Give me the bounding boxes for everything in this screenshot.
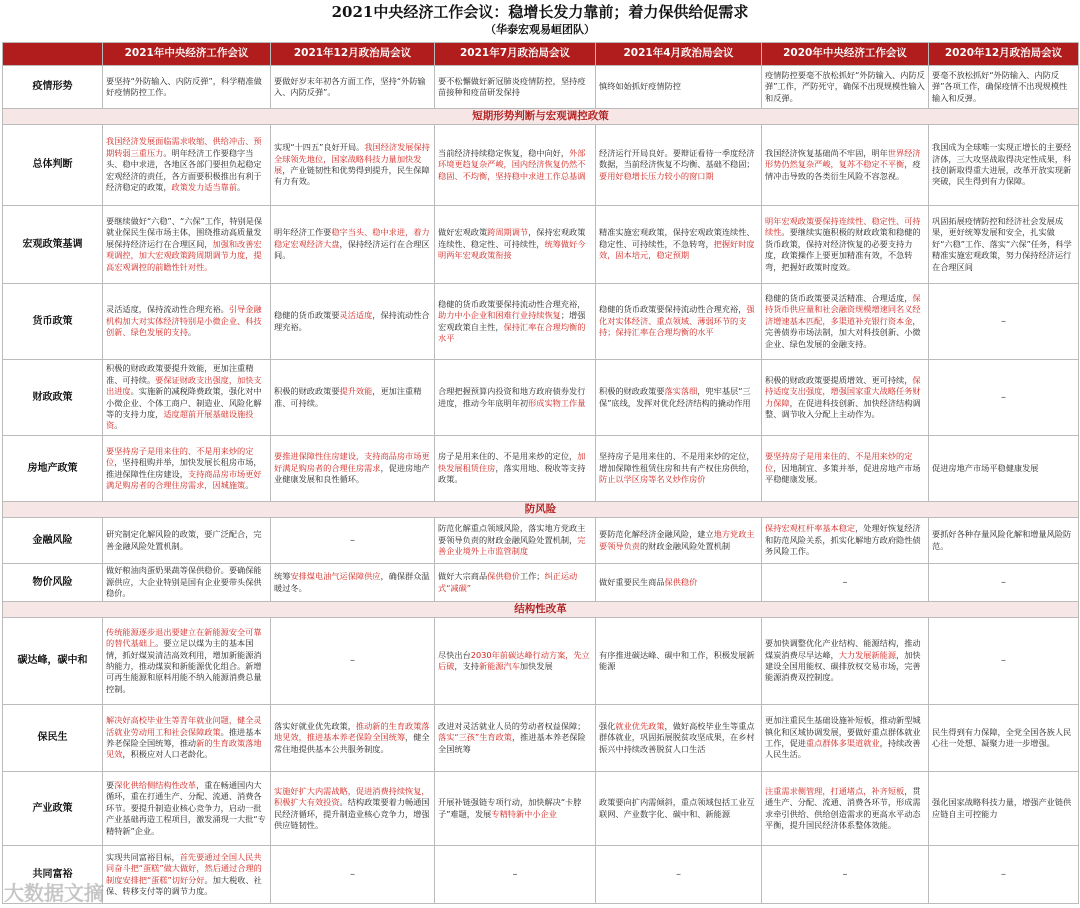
highlight-text: 形成实物工作量 [528, 397, 586, 408]
table-cell [103, 436, 271, 502]
highlight-text: 首先要通过全国人民共同奋斗把“蛋糕”做大做好，然后通过合理的制度安排把“蛋糕”切好分好 [106, 851, 262, 885]
table-cell [929, 125, 1079, 206]
cell-text: 。推进基本养老保险全国统筹，推动 [106, 726, 262, 748]
highlight-text: 适度超前开展基础设施投资 [106, 408, 254, 431]
cell-text: ，兜牢基层“三保”底线，发挥对优化经济结构的撬动作用 [599, 386, 751, 408]
table-cell: – [762, 564, 929, 602]
highlight-text: 跨周期调节 [487, 227, 529, 238]
highlight-text: 保持货币供应量和社会融资规模增速同名义经济增速基本匹配，多渠道补充银行资本金 [765, 292, 921, 326]
table-cell [435, 618, 596, 705]
highlight-text: 把握好时度效，固本培元，稳定预期 [599, 238, 755, 261]
cell-text: 积极的财政政策要 [274, 386, 340, 397]
highlight-text: 加快发展租赁住房 [438, 451, 586, 473]
row-label: 金融风险 [3, 518, 103, 564]
table-cell [762, 284, 929, 360]
cell-text: 要加快调整优化产业结构、能源结构，推动煤炭消费尽早达峰， [765, 638, 921, 660]
cell-text: 灵活适度，保持流动性合理充裕。 [106, 304, 229, 315]
table-cell [596, 284, 762, 360]
cell-text: 坚持房子是用来住的、不是用来炒的定位，增加保障性租赁住房和共有产权住房供给， [599, 451, 755, 473]
cell-text: 强化 [599, 720, 616, 731]
highlight-text: 灵活适度 [339, 310, 373, 321]
table-cell [762, 360, 929, 436]
table-row [3, 436, 1079, 502]
table-cell [103, 846, 271, 904]
table-cell [596, 705, 762, 772]
cell-text: 要坚持“外防输入、内防反弹”，科学精准做好疫情防控工作。 [106, 75, 262, 97]
header-row [3, 43, 1079, 66]
highlight-text: 要坚持房子是用来住的、不是用来炒的定位 [106, 445, 254, 468]
highlight-text: 支持商品房市场更好满足购房者的合理住房需求，因城施策 [106, 468, 262, 490]
cell-text: 防范化解重点领域风险，落实地方党政主要领导负责的财政金融风险处置机制， [438, 523, 586, 545]
table-cell [435, 436, 596, 502]
cell-text: 加快发展 [519, 661, 553, 671]
section-title: 短期形势判断与宏观调控政策 [3, 109, 1079, 125]
row-label: 财政政策 [3, 360, 103, 436]
cell-text: 我国成为全球唯一实现正增长的主要经济体，三大攻坚战取得决定性成果，科技创新取得重大进展，改革开放实现新突破，民生得到有力保障。 [932, 142, 1072, 187]
table-cell [929, 705, 1079, 772]
table-row [3, 618, 1079, 705]
table-cell: – [929, 284, 1079, 360]
table-cell [929, 772, 1079, 846]
cell-text: 精准实施宏观政策，保持宏观政策连续性、稳定性、可持续性，不急转弯， [599, 227, 755, 249]
table-cell [596, 125, 762, 206]
row-label: 共同富裕 [3, 846, 103, 904]
table-cell [435, 125, 596, 206]
cell-text: 更加注重民生基础设施补短板，推动新型城镇化和区域协调发展，要做好重点群体就业工作，促进 [765, 715, 921, 748]
header-2021-dec-politburo: 2021年12月政治局会议 [271, 43, 435, 66]
highlight-text: 深化供给侧结构性改革 [114, 779, 197, 790]
table-cell [762, 618, 929, 705]
table-cell [762, 518, 929, 564]
cell-text: 民生得到有力保障，全党全国各族人民心往一处想、凝聚力进一步增强。 [932, 726, 1072, 748]
cell-text: 经济运行开局良好。要辩证看待一季度经济数据，当前经济恢复不均衡、基础不稳固； [599, 147, 755, 170]
cell-text: ，保持流动性合理充裕。 [274, 310, 430, 332]
highlight-text: 稳字当头、稳中求进，着力稳定宏观经济大盘 [274, 227, 430, 249]
header-2021-jul-politburo: 2021年7月政治局会议 [435, 43, 596, 66]
cell-text: 统筹 [274, 571, 291, 582]
cell-text: 房子是用来住的、不是用来炒的定位， [438, 451, 578, 462]
cell-text: 。 [187, 327, 197, 338]
highlight-text: 强化对实体经济、重点领域、薄弱环节的支持；保持汇率在合理均衡的水平 [599, 304, 755, 338]
highlight-text: 落实“三孩”生育政策 [438, 732, 512, 743]
table-cell: – [929, 846, 1079, 904]
table-cell [435, 206, 596, 284]
table-row [3, 564, 1079, 602]
table-cell [271, 705, 435, 772]
cell-text: ；增强宏观政策自主性， [438, 310, 586, 332]
cell-text: 实现共同富裕目标， [106, 851, 180, 862]
table-cell [929, 66, 1079, 109]
row-label: 货币政策 [3, 284, 103, 360]
section-header-row [3, 109, 1079, 125]
cell-text: 当前经济持续稳定恢复，稳中向好， [438, 147, 570, 158]
highlight-text: 要保证财政支出强度，加快支出进度 [106, 374, 262, 397]
highlight-text: 2030年前碳达峰行动方案，先立后破 [438, 649, 590, 671]
cell-text: 改进对灵活就业人员的劳动者权益保障； [438, 720, 586, 731]
cell-text: 。 [114, 420, 123, 431]
cell-text: 做好宏观政策 [438, 227, 488, 238]
table-row [3, 518, 1079, 564]
cell-text: 慎终如始抓好疫情防控 [599, 81, 681, 92]
table-cell [271, 564, 435, 602]
table-cell [103, 772, 271, 846]
cell-text: 要毫不放松抓好“外防输入、内防反弹”各项工作，确保疫情不出现规模性输入和反弹。 [932, 69, 1068, 103]
cell-text: ，加快建设全国用能权、碳排放权交易市场，完善能源消费双控制度。 [765, 649, 921, 683]
row-label: 物价风险 [3, 564, 103, 602]
table-row [3, 66, 1079, 109]
cell-text: 开展补链强链专项行动，加快解决“卡脖子”难题，发展 [438, 797, 582, 819]
highlight-text: 我国经济发展面临需求收缩、供给冲击、预期转弱三重压力 [106, 136, 262, 158]
table-cell [271, 125, 435, 206]
highlight-text: 要用好稳增长压力较小的窗口期 [599, 170, 714, 181]
cell-text: ，确保群众温暖过冬。 [274, 571, 430, 593]
cell-text: ，积极应对人口老龄化。 [122, 749, 213, 760]
cell-text: 稳健的货币政策要保持流动性合理充裕， [599, 304, 747, 315]
cell-text: ，坚持租购并举，加快发展长租房市场，推进保障性住房建设， [106, 457, 262, 479]
table-cell [596, 772, 762, 846]
highlight-text: 明年宏观政策要保持连续性、稳定性、可持续性 [765, 215, 921, 238]
highlight-text: 地方党政主要领导负责 [599, 529, 755, 551]
cell-text: 。加大税收、社保、转移支付等的调节力度。 [106, 874, 262, 896]
cell-text: 积极的财政政策要 [599, 386, 665, 397]
cell-text: 要继续做好“六稳”、“六保”工作，特别是保就业保民生保市场主体，围绕推动高质量发展保持经济运行在合理区间， [106, 215, 263, 249]
table-cell [103, 564, 271, 602]
table-row [3, 206, 1079, 284]
table-cell [435, 360, 596, 436]
header-2021-cewc: 2021年中央经济工作会议 [103, 43, 271, 66]
table-cell [762, 125, 929, 206]
table-cell [435, 284, 596, 360]
highlight-text: 落实落细 [664, 386, 698, 397]
cell-text: 做好重要民生商品 [599, 576, 665, 587]
table-cell [271, 360, 435, 436]
header-2020-cewc: 2020年中央经济工作会议 [762, 43, 929, 66]
cell-text: 稳健的货币政策要灵活精准、合理适度， [765, 292, 913, 303]
highlight-text: 新能源汽车 [478, 661, 520, 671]
cell-text: 我国经济恢复基础尚不牢固，明年 [765, 147, 888, 158]
table-cell: – [762, 846, 929, 904]
table-cell [103, 618, 271, 705]
highlight-text: 就业优先政策 [615, 720, 665, 731]
table-cell: – [596, 846, 762, 904]
cell-text: 促进房地产市场平稳健康发展 [932, 462, 1039, 473]
table-cell [103, 284, 271, 360]
highlight-text: 注重需求侧管理，打通堵点，补齐短板 [765, 785, 905, 796]
table-row [3, 360, 1079, 436]
highlight-text: 统筹做好今明两年宏观政策衔接 [438, 238, 586, 261]
row-label: 保民生 [3, 705, 103, 772]
page-title: 2021中央经济工作会议：稳增长发力靠前；着力保供给促需求 [331, 3, 749, 21]
cell-text: ，更加注重精准、可持续。 [274, 386, 422, 408]
highlight-text: 安排煤电油气运保障供应 [290, 571, 381, 582]
row-label: 总体判断 [3, 125, 103, 206]
highlight-text: 要推进保障性住房建设，支持商品房市场更好满足购房者的合理住房需求 [274, 451, 430, 473]
cell-text: 。 [237, 182, 246, 193]
highlight-text: 提升效能 [339, 386, 373, 397]
table-cell [596, 360, 762, 436]
table-cell [762, 436, 929, 502]
highlight-text: 大力发展新能源 [838, 649, 897, 660]
cell-text: ，处理好恢复经济和防范风险关系，抓实化解地方政府隐性债务风险工作。 [765, 523, 921, 557]
cell-text: 稳健的货币政策要 [274, 310, 340, 321]
cell-text: 稳健的货币政策要保持流动性合理充裕， [438, 298, 586, 309]
cell-text: 要防范化解经济金融风险，建立 [599, 529, 714, 540]
section-header-row [3, 502, 1079, 518]
highlight-text: 世界经济形势仍然复杂严峻，复苏不稳定不平衡 [765, 147, 921, 170]
table-row [3, 284, 1079, 360]
cell-text: 做好粮油肉蛋奶果蔬等保供稳价。要确保能源供应，大企业特别是国有企业要带头保供稳价。 [106, 565, 262, 599]
cell-text: 。要立足以煤为主的基本国情，抓好煤炭清洁高效利用，增加新能源消纳能力，推动煤炭和新能源优化组合。新增可再生能源和原料用能不纳入能源消费总量控制。 [106, 638, 262, 694]
table-cell [271, 284, 435, 360]
cell-text: 。结构政策要着力畅通国民经济循环，提升制造业核心竞争力，增强供应链韧性。 [274, 797, 430, 830]
cell-text: 尽快出台 [438, 649, 471, 660]
cell-text: 落实好就业优先政策， [274, 720, 356, 731]
cell-text: 疫情防控要毫不放松抓好“外防输入、内防反弹”工作，严防死守，确保不出现规模性输入和反弹。 [765, 69, 925, 103]
header-corner [3, 43, 103, 66]
section-title: 防风险 [3, 502, 1079, 518]
highlight-text: 解决好高校毕业生等青年就业问题，健全灵活就业劳动用工和社会保障政策 [106, 715, 262, 737]
table-cell [762, 705, 929, 772]
highlight-text: 保供稳价 [487, 571, 520, 582]
table-cell [435, 518, 596, 564]
table-cell [762, 772, 929, 846]
cell-text: 。 [245, 479, 254, 490]
cell-text: ，重在畅通国内大循环，重在打通生产、分配、流通、消费各环节。要提升制造业核心竞争力，启动一批产业基础再造工程项目，激发涌现一大批“专精特新”企业。 [106, 779, 266, 836]
highlight-text: 完善企业境外上市监管制度 [438, 534, 586, 557]
cell-text: 做好大宗商品 [438, 571, 488, 582]
cell-text: ，持续改善人民生活。 [765, 738, 921, 760]
highlight-text: 传统能源逐步退出要建立在新能源安全可靠的替代基础上 [106, 626, 262, 649]
cell-text: ，疫情冲击导致的各类衍生风险不容忽视。 [765, 159, 921, 181]
highlight-text: 外部环境更趋复杂严峻，国内经济恢复仍然不稳固、不均衡，坚持稳中求进工作总基调 [438, 147, 586, 181]
cell-text: ，完善债券市场法制，加大对科技创新、小微企业、绿色发展的金融支持。 [765, 315, 921, 349]
table-cell [596, 618, 762, 705]
highlight-text: 要坚持房子是用来住的、不是用来炒的定位 [765, 451, 913, 473]
cell-text: 工作； [519, 571, 545, 582]
row-label: 碳达峰，碳中和 [3, 618, 103, 705]
page-subtitle: （华泰宏观易峘团队） [485, 23, 595, 36]
table-cell: – [271, 518, 435, 564]
cell-text: ，健全常住地提供基本公共服务制度。 [274, 732, 430, 754]
cell-text: ，产业链韧性和优势得到提升，民生保障有力有效。 [274, 165, 430, 187]
table-cell: – [271, 846, 435, 904]
cell-text: 实现“十四五”良好开局。 [274, 142, 365, 153]
cell-text: ，落实用地、税收等支持政策。 [438, 462, 586, 485]
highlight-text: 助力中小企业和困难行业持续恢复 [438, 310, 561, 321]
cell-text: 强化国家战略科技力量，增强产业链供应链自主可控能力 [932, 797, 1072, 819]
table-cell [596, 436, 762, 502]
table-cell [271, 206, 435, 284]
header-2020-dec-politburo: 2020年12月政治局会议 [929, 43, 1079, 66]
section-title: 结构性改革 [3, 602, 1079, 618]
table-cell [271, 66, 435, 109]
highlight-text: 保供稳价 [664, 576, 698, 587]
cell-text: 的财政金融风险处置机制 [639, 540, 731, 551]
header-2021-apr-politburo: 2021年4月政治局会议 [596, 43, 762, 66]
cell-text: ，支持 [454, 661, 479, 671]
table-cell [762, 66, 929, 109]
highlight-text: 推动新的生育政策落地见效，推进基本养老保险全国统筹 [274, 720, 430, 743]
cell-text: ，贯通生产、分配、流通、消费各环节，形成需求牵引供给、供给创造需求的更高水平动态平衡，提升国民经济体系整体效能。 [765, 785, 921, 830]
highlight-text: 实施好扩大内需战略，促进消费持续恢复，积极扩大有效投资 [274, 785, 430, 808]
cell-text: 合理把握预算内投资和地方政府债券发行进度，推动今年底明年初 [438, 386, 586, 408]
table-cell [435, 705, 596, 772]
cell-text: ，在促进科技创新、加快经济结构调整、调节收入分配上主动作为。 [765, 397, 921, 419]
cell-text: 。要继续实施积极的财政政策和稳健的货币政策，保持对经济恢复的必要支持力度，政策操作上要更加精准有效，不急转弯，把握好政策时度效。 [765, 227, 921, 272]
cell-text: 巩固拓展疫情防控和经济社会发展成果，更好统筹发展和安全，扎实做好“六稳”工作、落实“六保”任务，科学精准实施宏观政策，努力保持经济运行在合理区间 [932, 215, 1072, 272]
row-label: 产业政策 [3, 772, 103, 846]
cell-text: 研究制定化解风险的政策，要广泛配合，完善金融风险处置机制。 [106, 529, 262, 551]
cell-text: 要抓好各种存量风险化解和增量风险防范。 [932, 529, 1072, 551]
table-cell [103, 518, 271, 564]
table-cell [596, 206, 762, 284]
cell-text: 积极的财政政策要提质增效、更可持续， [765, 374, 913, 385]
table-row [3, 846, 1079, 904]
cell-text: 。实施新的减税降费政策，强化对中小微企业、个体工商户、制造业、风险化解等的支持力度， [106, 386, 262, 419]
cell-text: 要做好岁末年初各方面工作，坚持“外防输入、内防反弹”。 [274, 75, 426, 97]
table-cell [435, 66, 596, 109]
table-cell [596, 564, 762, 602]
table-cell [103, 206, 271, 284]
row-label: 房地产政策 [3, 436, 103, 502]
cell-text: 要不松懈做好新冠肺炎疫情防控，坚持疫苗接种和疫苗研发保持 [438, 75, 586, 97]
highlight-text: 政策发力适当靠前 [171, 182, 238, 193]
highlight-text: 保持适度支出强度，增强国家重大战略任务财力保障 [765, 374, 921, 408]
cell-text: 政策要向扩内需倾斜，重点领域包括工业互联网、产业数字化、碳中和、新能源 [599, 797, 755, 819]
highlight-text: 引导金融机构加大对实体经济特别是小微企业、科技创新、绿色发展的支持 [106, 304, 262, 338]
table-cell [929, 436, 1079, 502]
table-cell: – [929, 360, 1079, 436]
table-row [3, 125, 1079, 206]
row-label: 宏观政策基调 [3, 206, 103, 284]
table-cell: – [435, 846, 596, 904]
table-cell [103, 66, 271, 109]
table-cell [103, 360, 271, 436]
table-cell [435, 772, 596, 846]
cell-text: ，做好高校毕业生等重点群体就业，巩固拓展脱贫攻坚成果，在乡村振兴中持续改善脱贫人口生活 [599, 720, 755, 754]
cell-text: ，推进基本养老保险全国统筹 [438, 732, 586, 754]
cell-text: ，因地制宜、多策并举，促进房地产市场平稳健康发展。 [765, 462, 921, 485]
table-cell: – [271, 618, 435, 705]
cell-text: 有序推进碳达峰、碳中和工作，积极发展新能源 [599, 649, 755, 671]
highlight-text: 专精特新中小企业 [491, 808, 557, 819]
table-cell [103, 705, 271, 772]
cell-text: 要 [106, 779, 115, 790]
cell-text: ，促进房地产业健康发展和良性循环。 [274, 462, 430, 485]
table-cell: – [929, 618, 1079, 705]
table-cell [596, 66, 762, 109]
table-cell [435, 564, 596, 602]
table-cell [271, 772, 435, 846]
highlight-text: 保持宏观杠杆率基本稳定 [765, 523, 856, 534]
table-cell [271, 436, 435, 502]
highlight-text: 新的生育政策落地见效 [106, 738, 262, 760]
section-header-row [3, 602, 1079, 618]
row-label: 疫情形势 [3, 66, 103, 109]
table-row [3, 772, 1079, 846]
cell-text: ，保持宏观政策连续性、稳定性、可持续性， [438, 227, 586, 249]
highlight-text: 我国经济发展保持全球领先地位，国家战略科技力量加快发展 [274, 142, 430, 175]
policy-comparison-table [2, 42, 1079, 904]
cell-text: 积极的财政政策要提升效能，更加注重精准、可持续。 [106, 363, 254, 385]
table-cell [103, 125, 271, 206]
table-cell [929, 206, 1079, 284]
highlight-text: 纠正运动式“减碳” [438, 571, 578, 593]
cell-text: 。明年经济工作要稳字当头、稳中求进，各地区各部门要担负起稳定宏观经济的责任，各方面要积极推出有利于经济稳定的政策， [106, 147, 262, 193]
table-cell [929, 518, 1079, 564]
highlight-text: 加强和改善宏观调控，加大宏观政策跨周期调节力度，提高宏观调控的前瞻性针对性。 [106, 238, 262, 272]
highlight-text: 保持汇率在合理均衡的水平 [438, 321, 586, 343]
highlight-text: 重点群体多渠道就业 [805, 738, 880, 748]
watermark-logo: 大数据文摘 [4, 881, 104, 905]
cell-text: 明年经济工作要 [274, 227, 332, 238]
table-cell [596, 518, 762, 564]
table-row [3, 705, 1079, 772]
cell-text: ，保持经济运行在合理区间。 [274, 238, 430, 261]
table-cell [762, 206, 929, 284]
highlight-text: 防止以学区房等名义炒作房价 [599, 474, 706, 485]
table-cell: – [929, 564, 1079, 602]
